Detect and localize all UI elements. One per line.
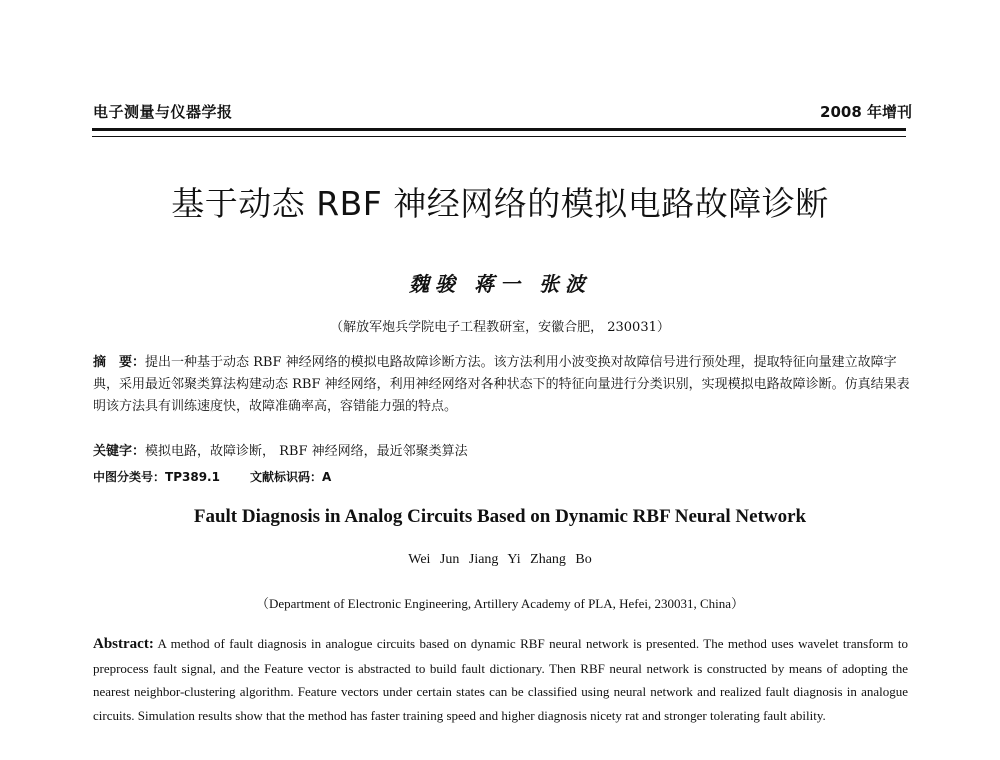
abstract-en bbox=[93, 632, 908, 727]
abstract-cn bbox=[93, 352, 913, 418]
authors-en: Wei Jun Jiang Yi Zhang Bo bbox=[408, 552, 592, 567]
abstract-en-label: Abstract: bbox=[93, 636, 154, 652]
clc-label: 中图分类号： bbox=[93, 470, 166, 484]
authors-cn: 魏骏 蒋一 张波 bbox=[409, 272, 591, 296]
abstract-cn-label: 摘 要： bbox=[93, 355, 146, 370]
header-rule-thick bbox=[92, 128, 906, 131]
paper-title-en: Fault Diagnosis in Analog Circuits Based on Dynamic RBF Neural Network bbox=[193, 506, 807, 527]
keywords-cn-text: 模拟电路，故障诊断， RBF 神经网络，最近邻聚类算法 bbox=[145, 444, 468, 459]
clc-value: TP389.1 bbox=[165, 470, 220, 484]
affiliation-en: （Department of Electronic Engineering, Artillery Academy of PLA, Hefei, 230031, China） bbox=[255, 596, 745, 611]
abstract-en-text: A method of fault diagnosis in analogue circuits based on dynamic RBF neural network is presented. The method uses wavelet transform to preprocess fault signal, and the Feature vector is abstracted to build fault dictionary. Then RBF neural network is constructed by means of adopting the nearest neighbor-clustering algorithm. Feature vectors under certain states can be classified using neural network and realized fault diagnosis in analogue circuits. Simulation results show that the method has faster training speed and higher diagnosis nicety rat and stronger tolerating fault ability. bbox=[93, 636, 908, 723]
abstract-cn-text: 提出一种基于动态 RBF 神经网络的模拟电路故障诊断方法。该方法利用小波变换对故障信号进行预处理，提取特征向量建立故障字典，采用最近邻聚类算法构建动态 RBF 神经网络，利用神经网络对各种状态下的特征向量进行分类识别，实现模拟电路故障诊断。仿真结果表明该方法具有训练速度快，故障准确率高，容错能力强的特点。 bbox=[93, 355, 910, 414]
keywords-cn-label: 关键字： bbox=[93, 444, 146, 459]
keywords-cn bbox=[93, 440, 468, 459]
journal-name: 电子测量与仪器学报 bbox=[93, 103, 233, 121]
classification-line bbox=[93, 468, 331, 485]
paper-title-cn: 基于动态 RBF 神经网络的模拟电路故障诊断 bbox=[171, 184, 829, 223]
issue-label: 2008 年增刊 bbox=[820, 103, 912, 121]
doc-code-value: A bbox=[321, 470, 332, 484]
affiliation-cn: （解放军炮兵学院电子工程教研室，安徽合肥， 230031） bbox=[330, 320, 670, 335]
header-rule-thin bbox=[92, 136, 906, 137]
doc-code-label: 文献标识码： bbox=[249, 470, 322, 484]
